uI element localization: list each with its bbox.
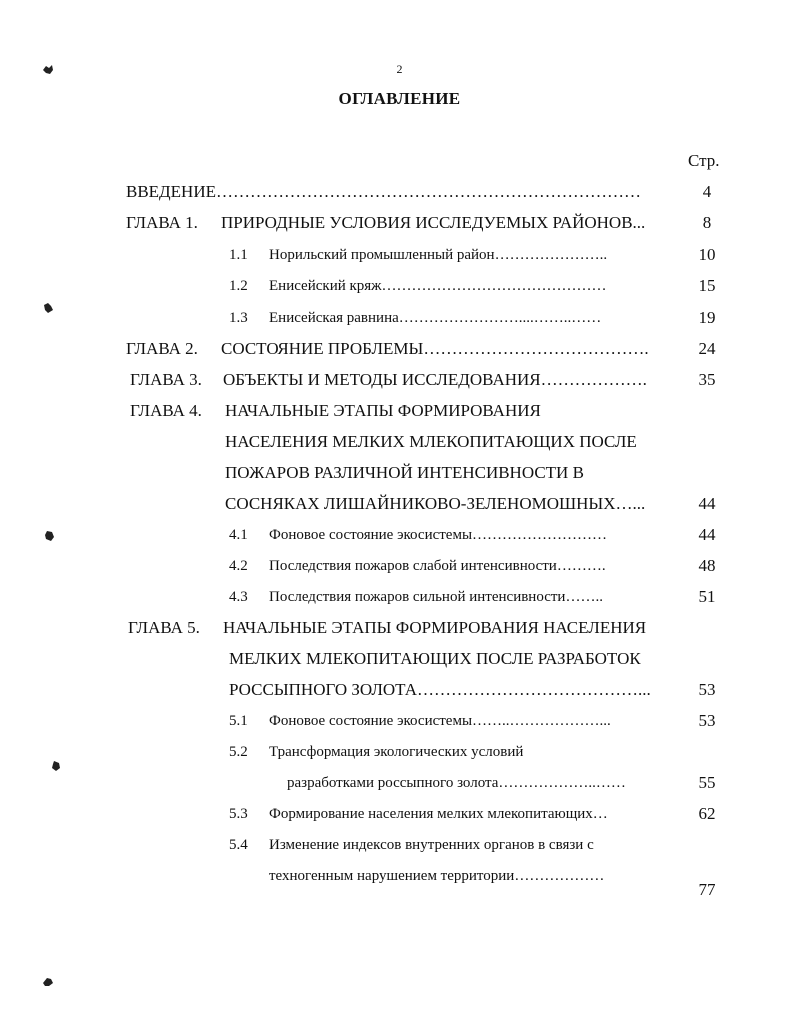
- toc-entry-title: Формирование населения мелких млекопитающих…: [269, 806, 608, 822]
- toc-entry-page: 8: [702, 213, 712, 232]
- toc-entry-page: 10: [698, 245, 716, 264]
- toc-entry-title: Последствия пожаров сильной интенсивности……..: [269, 589, 603, 605]
- toc-entry-title: НАЧАЛЬНЫЕ ЭТАПЫ ФОРМИРОВАНИЯ НАСЕЛЕНИЯ: [223, 618, 647, 637]
- toc-entry-page: 44: [698, 525, 716, 544]
- page-title: ОГЛАВЛЕНИЕ: [338, 89, 461, 108]
- page-number: 2: [396, 62, 403, 76]
- toc-entry-label: 1.2: [229, 278, 248, 294]
- toc-entry-page: 53: [698, 711, 716, 730]
- toc-entry-page: 53: [698, 680, 716, 699]
- toc-entry-label: ГЛАВА 2.: [126, 339, 198, 358]
- toc-entry-label: 5.4: [229, 837, 248, 853]
- toc-entry-title: техногенным нарушением территории………………: [269, 868, 605, 884]
- toc-entry-page: 4: [702, 182, 712, 201]
- toc-entry-label: ГЛАВА 1.: [126, 213, 198, 232]
- scan-speck-icon: [50, 760, 62, 772]
- toc-entry-title: Изменение индексов внутренних органов в связи с: [269, 837, 594, 853]
- toc-entry-page: 44: [698, 494, 716, 513]
- scan-speck-icon: [42, 302, 54, 314]
- toc-entry-title: Последствия пожаров слабой интенсивности……….: [269, 558, 606, 574]
- toc-entry-page: 15: [698, 276, 716, 295]
- toc-entry-page: 77: [698, 880, 716, 899]
- toc-entry-label: 1.3: [229, 310, 248, 326]
- toc-entry-title: ПРИРОДНЫЕ УСЛОВИЯ ИССЛЕДУЕМЫХ РАЙОНОВ...: [221, 213, 646, 232]
- toc-entry-page: 19: [698, 308, 716, 327]
- toc-entry-title: Норильский промышленный район…………………..: [269, 247, 608, 263]
- toc-entry-page: 62: [698, 804, 716, 823]
- toc-entry-title: Енисейская равнина……………………....……..……: [269, 310, 602, 326]
- toc-entry-label: 4.2: [229, 558, 248, 574]
- toc-entry-label: ГЛАВА 4.: [130, 401, 202, 420]
- scan-speck-icon: [44, 530, 56, 542]
- toc-entry-page: 55: [698, 773, 716, 792]
- page-column-label: Стр.: [688, 151, 720, 170]
- toc-entry-title: Фоновое состояние экосистемы………………………: [269, 527, 608, 543]
- toc-entry-title: ОБЪЕКТЫ И МЕТОДЫ ИССЛЕДОВАНИЯ……………….: [223, 370, 647, 389]
- toc-entry-label: 5.3: [229, 806, 248, 822]
- toc-entry-label: ГЛАВА 5.: [128, 618, 200, 637]
- toc-entry-title: Трансформация экологических условий: [269, 744, 524, 760]
- toc-entry-title: Фоновое состояние экосистемы……..………………...: [269, 713, 611, 729]
- toc-entry-title: МЕЛКИХ МЛЕКОПИТАЮЩИХ ПОСЛЕ РАЗРАБОТОК: [229, 649, 641, 668]
- toc-entry-title: разработками россыпного золота………………..……: [287, 775, 626, 791]
- toc-entry-label: ГЛАВА 3.: [130, 370, 202, 389]
- toc-entry-page: 51: [698, 587, 716, 606]
- toc-entry-title: Енисейский кряж………………………………………: [269, 278, 607, 294]
- toc-entry-title: ВВЕДЕНИЕ…………………………………………………………………: [126, 182, 641, 201]
- scan-speck-icon: [42, 976, 54, 988]
- toc-entry-label: 4.3: [229, 589, 248, 605]
- toc-entry-label: 4.1: [229, 527, 248, 543]
- toc-entry-title: РОССЫПНОГО ЗОЛОТА…………………………………...: [229, 680, 651, 699]
- toc-entry-label: 5.2: [229, 744, 248, 760]
- toc-entry-title: ПОЖАРОВ РАЗЛИЧНОЙ ИНТЕНСИВНОСТИ В: [225, 463, 584, 482]
- toc-entry-page: 35: [698, 370, 716, 389]
- toc-entry-title: СОСТОЯНИЕ ПРОБЛЕМЫ………………………………….: [221, 339, 649, 358]
- toc-entry-label: 1.1: [229, 247, 248, 263]
- toc-entry-title: НАСЕЛЕНИЯ МЕЛКИХ МЛЕКОПИТАЮЩИХ ПОСЛЕ: [225, 432, 637, 451]
- toc-entry-title: СОСНЯКАХ ЛИШАЙНИКОВО-ЗЕЛЕНОМОШНЫХ…...: [225, 494, 646, 513]
- toc-entry-page: 48: [698, 556, 716, 575]
- toc-entry-label: 5.1: [229, 713, 248, 729]
- toc-entry-page: 24: [698, 339, 716, 358]
- toc-entry-title: НАЧАЛЬНЫЕ ЭТАПЫ ФОРМИРОВАНИЯ: [225, 401, 541, 420]
